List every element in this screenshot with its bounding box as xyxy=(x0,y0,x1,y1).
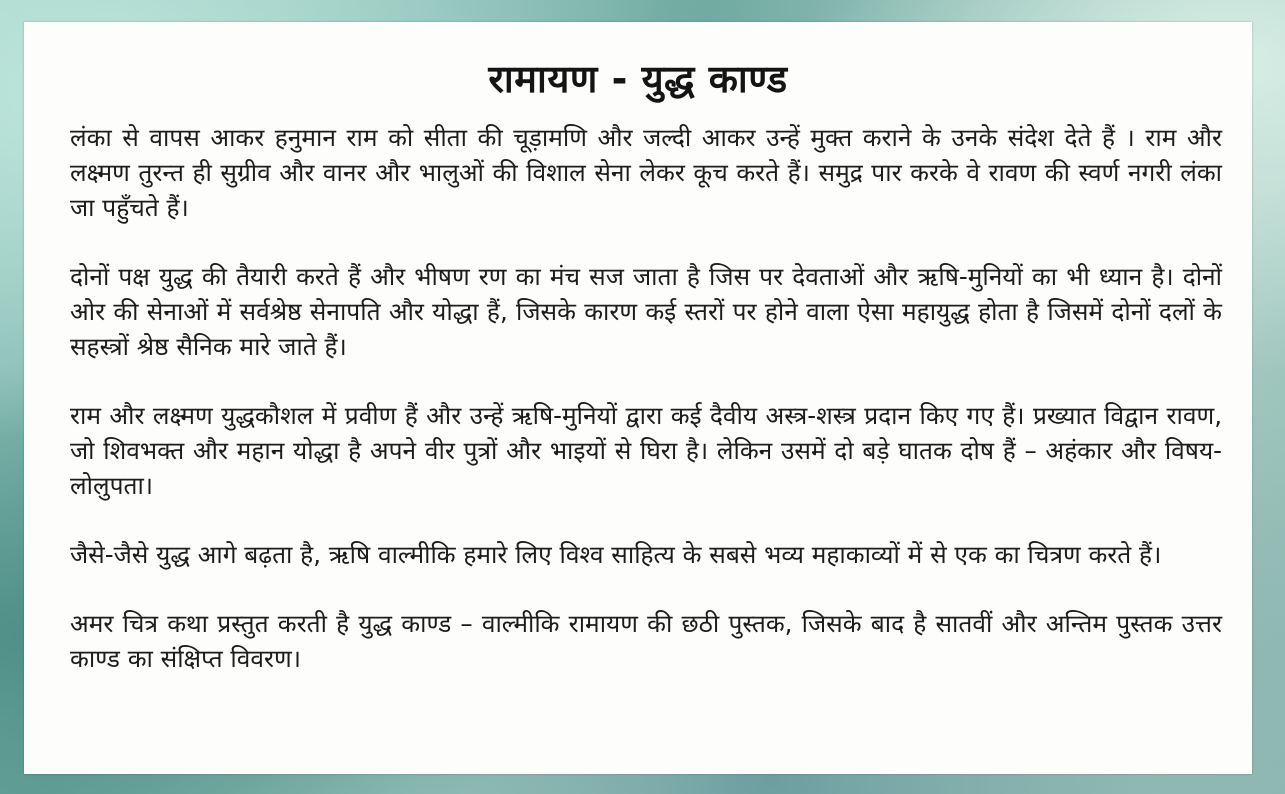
paragraph-1: लंका से वापस आकर हनुमान राम को सीता की चूड़ामणि और जल्दी आकर उन्हें मुक्त कराने के उनके संदेश देते हैं । राम और लक्ष्मण तुरन्त ही सुग्रीव और वानर और भालुओं की विशाल सेना लेकर कूच करते हैं। समुद्र पार करके वे रावण की स्वर्ण नगरी लंका जा पहुँचते हैं। xyxy=(70,123,1222,222)
page-title: रामायण - युद्ध काण्ड xyxy=(488,57,788,101)
paragraph-5: अमर चित्र कथा प्रस्तुत करती है युद्ध काण्ड – वाल्मीकि रामायण की छठी पुस्तक, जिसके बाद है सातवीं और अन्तिम पुस्तक उत्तर काण्ड का संक्षिप्त विवरण। xyxy=(70,609,1222,673)
text-panel xyxy=(24,22,1252,774)
body-text xyxy=(70,120,1222,710)
paragraph-3: राम और लक्ष्मण युद्धकौशल में प्रवीण हैं और उन्हें ऋषि-मुनियों द्वारा कई दैवीय अस्त्र-शस्त्र प्रदान किए गए हैं। प्रख्यात विद्वान रावण, जो शिवभक्त और महान योद्धा है अपने वीर पुत्रों और भाइयों से घिरा है। लेकिन उसमें दो बड़े घातक दोष हैं – अहंकार और विषय-लोलुपता। xyxy=(70,401,1222,500)
paragraph-4: जैसे-जैसे युद्ध आगे बढ़ता है, ऋषि वाल्मीकि हमारे लिए विश्व साहित्य के सबसे भव्य महाकाव्यों में से एक का चित्रण करते हैं। xyxy=(70,540,1162,569)
paragraph-2: दोनों पक्ष युद्ध की तैयारी करते हैं और भीषण रण का मंच सज जाता है जिस पर देवताओं और ऋषि-मुनियों का भी ध्यान है। दोनों ओर की सेनाओं में सर्वश्रेष्ठ सेनापति और योद्धा हैं, जिसके कारण कई स्तरों पर होने वाला ऐसा महायुद्ध होता है जिसमें दोनों दलों के सहस्त्रों श्रेष्ठ सैनिक मारे जाते हैं। xyxy=(70,262,1222,361)
